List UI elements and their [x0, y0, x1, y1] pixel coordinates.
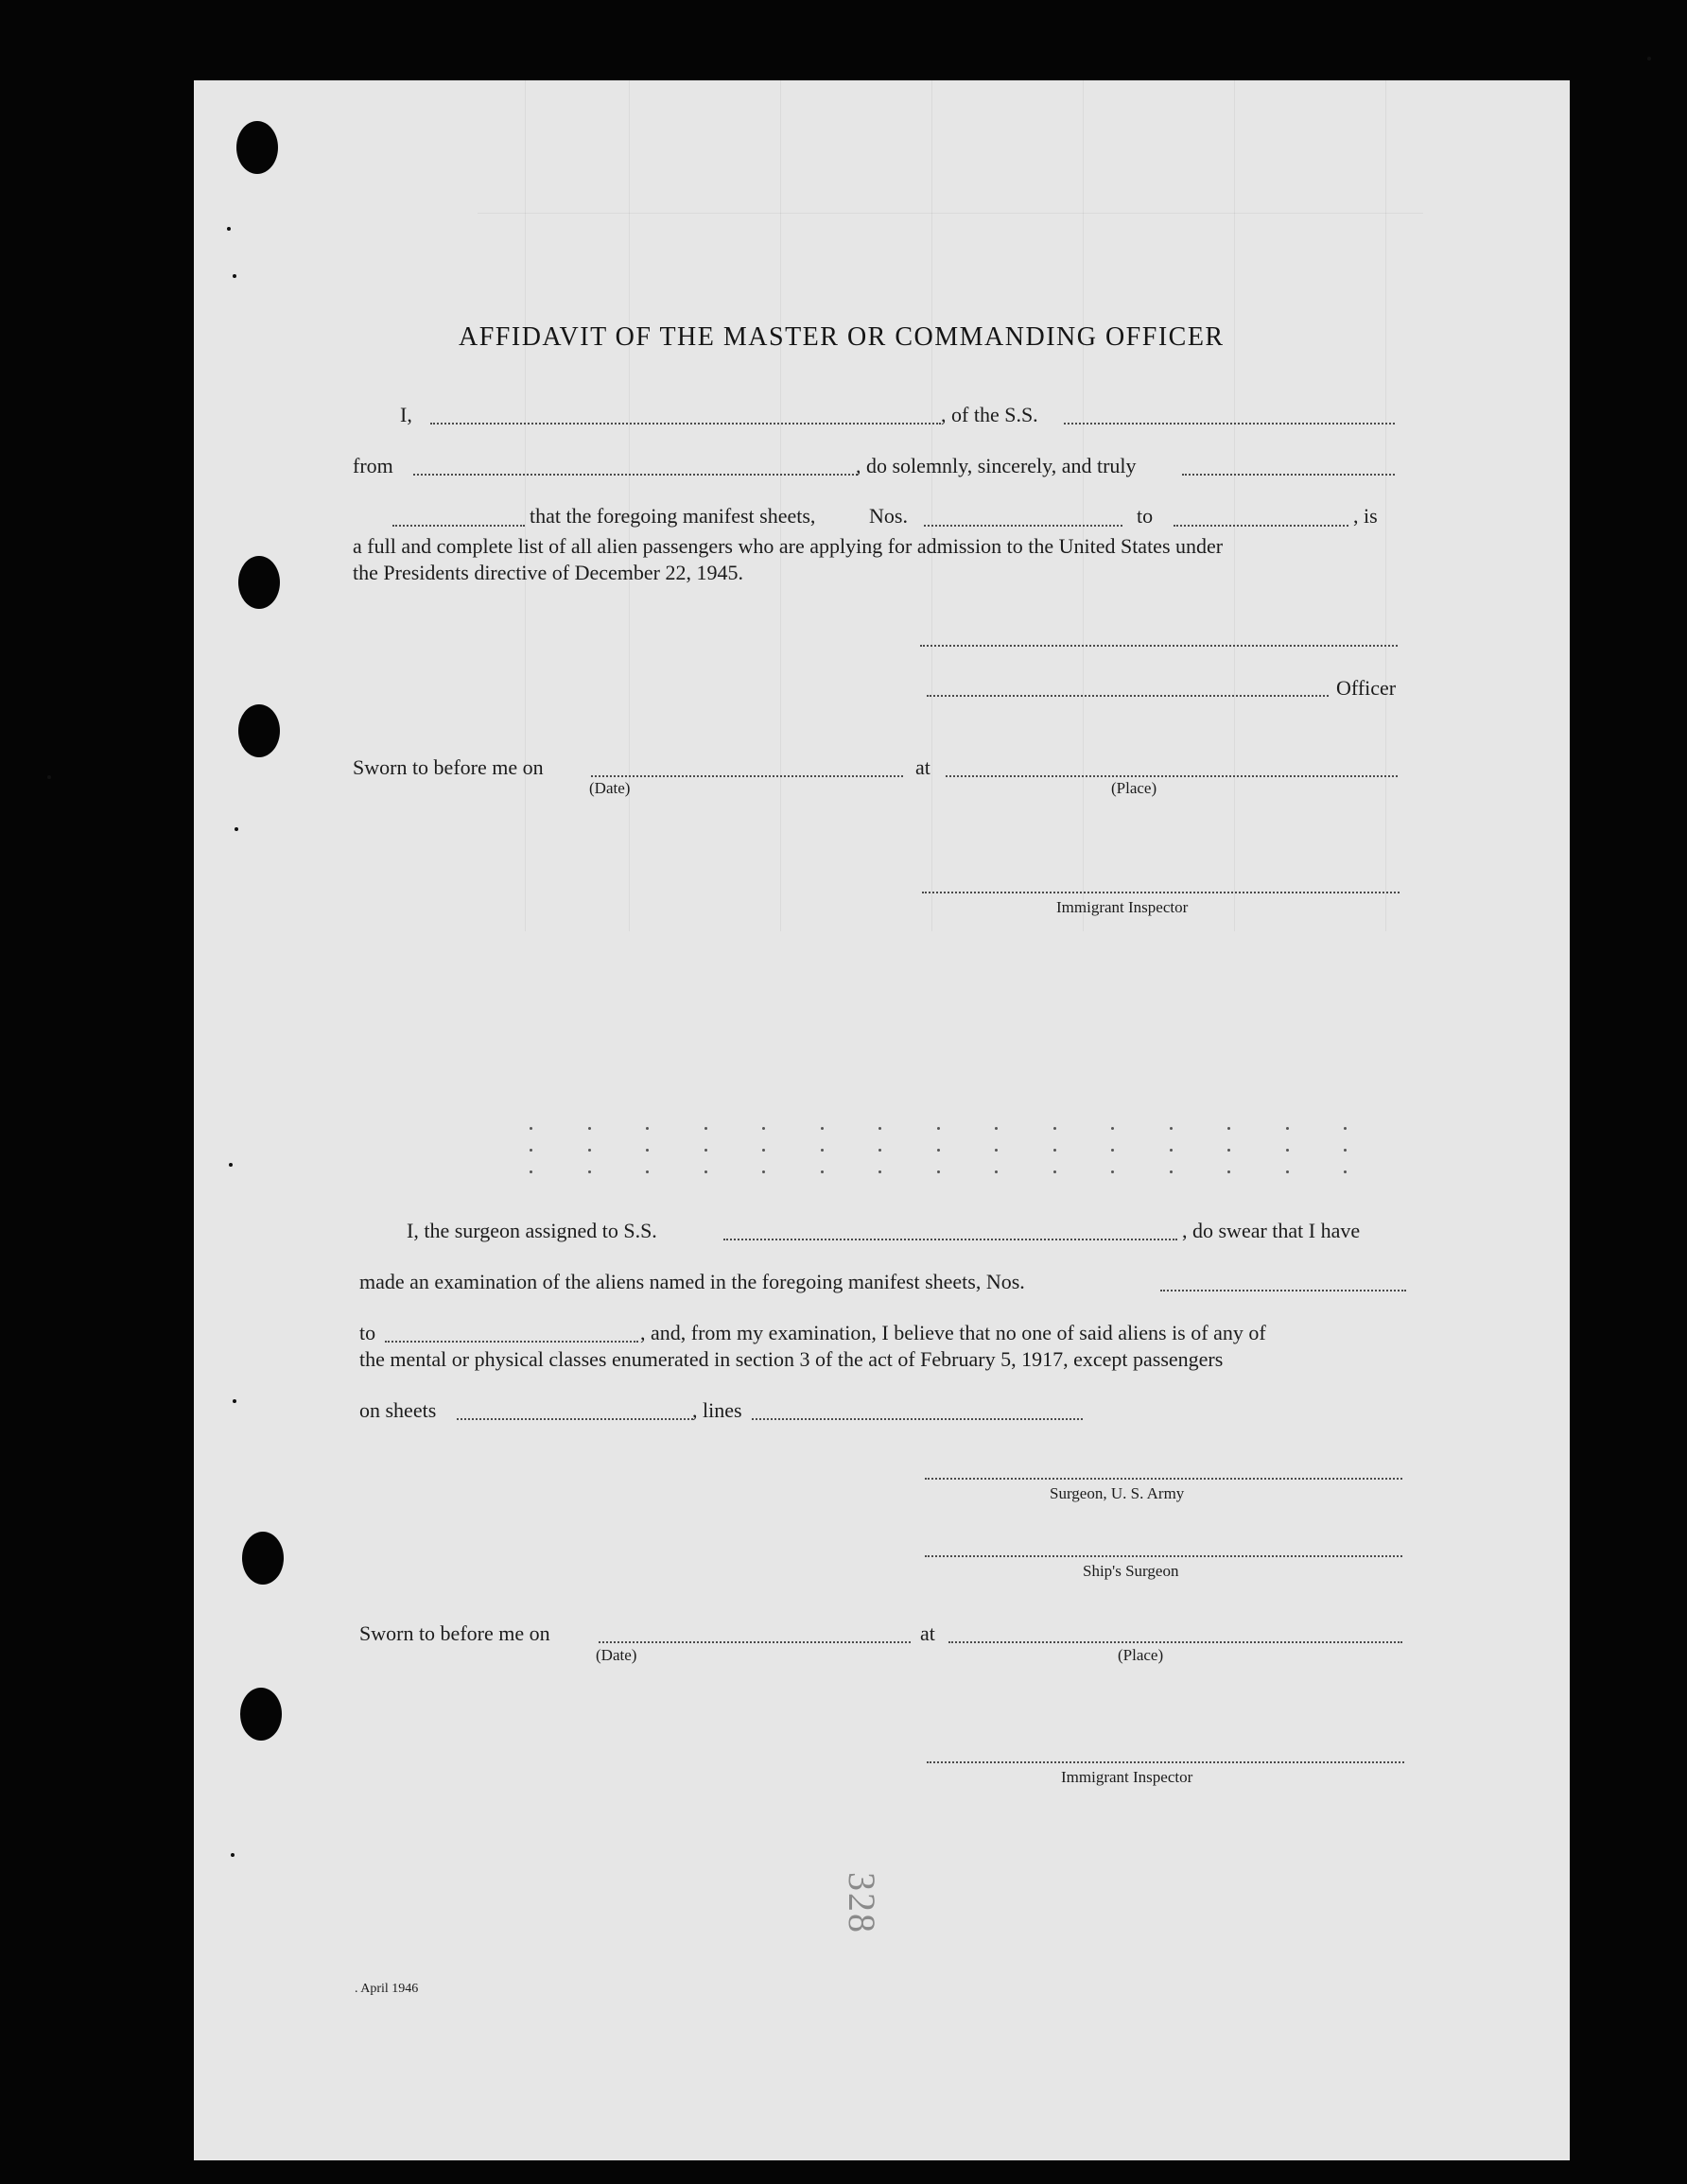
master-verb-field	[392, 525, 525, 527]
form-date: . April 1946	[355, 1982, 419, 1996]
master-statement-line: a full and complete list of all alien passengers who are applying for admission to the United States under	[353, 534, 1224, 558]
master-statement-line: the Presidents directive of December 22, 1945.	[353, 561, 743, 584]
scan-speck	[231, 1853, 235, 1857]
separator-dot	[704, 1127, 707, 1130]
scan-speck	[1647, 57, 1651, 61]
surgeon-sheets-field	[457, 1418, 693, 1420]
master-ship-field	[1064, 423, 1395, 425]
separator-dot	[646, 1170, 649, 1173]
surgeon-swear-label: , do swear that I have	[1182, 1219, 1361, 1242]
surgeon-date-caption: (Date)	[596, 1646, 637, 1664]
separator-dot	[821, 1170, 824, 1173]
surgeon-to-label: to	[359, 1321, 376, 1344]
separator-dot	[937, 1127, 940, 1130]
separator-dot	[1111, 1127, 1114, 1130]
separator-dot	[995, 1127, 998, 1130]
master-of-ss-label: , of the S.S.	[941, 403, 1038, 426]
show-through-line	[1234, 80, 1235, 931]
master-swear-field	[1182, 474, 1395, 476]
officer-signature-line	[920, 645, 1398, 647]
master-is-label: , is	[1353, 504, 1378, 528]
master-date-caption: (Date)	[589, 779, 631, 797]
scan-speck	[229, 1163, 233, 1167]
separator-dot	[588, 1127, 591, 1130]
separator-dot	[937, 1170, 940, 1173]
scan-speck	[227, 227, 231, 231]
separator-dot	[1286, 1170, 1289, 1173]
officer-signature-line-2	[927, 695, 1329, 697]
binder-hole	[238, 704, 280, 757]
binder-hole	[238, 556, 280, 609]
master-name-field	[430, 423, 941, 425]
separator-dot	[878, 1127, 881, 1130]
separator-dot	[1344, 1149, 1347, 1152]
separator-dot	[821, 1149, 824, 1152]
separator-dot	[762, 1149, 765, 1152]
separator-dot	[646, 1127, 649, 1130]
officer-label: Officer	[1336, 676, 1397, 700]
surgeon-on-sheets-label: on sheets	[359, 1398, 437, 1422]
separator-dot	[1227, 1149, 1230, 1152]
master-i-label: I,	[400, 403, 412, 426]
separator-dot	[530, 1127, 532, 1130]
show-through-line	[931, 80, 932, 931]
binder-hole	[242, 1532, 284, 1585]
master-inspector-signature-line	[922, 892, 1400, 893]
surgeon-inspector-caption: Immigrant Inspector	[1061, 1768, 1193, 1786]
separator-dot	[646, 1149, 649, 1152]
separator-dot	[762, 1170, 765, 1173]
separator-dot	[588, 1149, 591, 1152]
surgeon-line-3: , and, from my examination, I believe that no one of said aliens is of any of	[640, 1321, 1266, 1344]
army-surgeon-caption: Surgeon, U. S. Army	[1050, 1484, 1185, 1502]
surgeon-nos-to-field	[385, 1341, 638, 1343]
master-to-label: to	[1137, 504, 1154, 528]
form-sheet	[194, 80, 1570, 2160]
surgeon-lines-label: , lines	[692, 1398, 742, 1422]
ship-surgeon-signature-line	[925, 1555, 1402, 1557]
army-surgeon-signature-line	[925, 1478, 1402, 1480]
surgeon-sworn-place-field	[948, 1641, 1402, 1643]
separator-dot	[588, 1170, 591, 1173]
separator-dot	[995, 1170, 998, 1173]
ship-surgeon-caption: Ship's Surgeon	[1083, 1562, 1179, 1580]
master-foregoing-label: that the foregoing manifest sheets,	[530, 504, 816, 528]
surgeon-line-1: I, the surgeon assigned to S.S.	[407, 1219, 657, 1242]
separator-dot	[1344, 1170, 1347, 1173]
surgeon-lines-field	[752, 1418, 1083, 1420]
surgeon-sworn-label: Sworn to before me on	[359, 1621, 550, 1645]
binder-hole	[236, 121, 278, 174]
separator-dot	[1111, 1170, 1114, 1173]
master-swear-label: , do solemnly, sincerely, and truly	[856, 454, 1137, 477]
master-from-field	[413, 474, 858, 476]
binder-hole	[240, 1688, 282, 1741]
separator-dot	[995, 1149, 998, 1152]
separator-dot	[1111, 1149, 1114, 1152]
separator-dot	[878, 1149, 881, 1152]
scan-speck	[233, 1399, 236, 1403]
separator-dot	[530, 1149, 532, 1152]
separator-dot	[1170, 1149, 1173, 1152]
page-number-stamp: 328	[841, 1872, 883, 1934]
master-at-label: at	[915, 755, 930, 779]
scan-speck	[235, 827, 238, 831]
master-from-label: from	[353, 454, 393, 477]
separator-dot	[937, 1149, 940, 1152]
master-nos-label: Nos.	[869, 504, 908, 528]
show-through-line	[1083, 80, 1084, 931]
surgeon-nos-from-field	[1160, 1290, 1406, 1291]
scan-speck	[47, 775, 51, 779]
affidavit-title: AFFIDAVIT OF THE MASTER OR COMMANDING OFFICER	[459, 322, 1225, 352]
surgeon-at-label: at	[920, 1621, 935, 1645]
scan-speck	[233, 274, 236, 278]
master-sworn-place-field	[946, 775, 1398, 777]
separator-dot	[878, 1170, 881, 1173]
separator-dot	[1227, 1170, 1230, 1173]
master-inspector-caption: Immigrant Inspector	[1056, 898, 1189, 916]
separator-dot	[762, 1127, 765, 1130]
separator-dot	[704, 1170, 707, 1173]
separator-dot	[821, 1127, 824, 1130]
surgeon-sworn-date-field	[599, 1641, 911, 1643]
show-through-line	[478, 213, 1423, 214]
surgeon-place-caption: (Place)	[1118, 1646, 1164, 1664]
separator-dot	[1170, 1170, 1173, 1173]
separator-dot	[1053, 1149, 1056, 1152]
separator-dot	[1344, 1127, 1347, 1130]
separator-dot	[1053, 1127, 1056, 1130]
surgeon-line-4: the mental or physical classes enumerated in section 3 of the act of February 5, 1917, except passengers	[359, 1347, 1224, 1371]
separator-dot	[704, 1149, 707, 1152]
separator-dot	[1053, 1170, 1056, 1173]
master-nos-from-field	[924, 525, 1122, 527]
separator-dot	[1170, 1127, 1173, 1130]
separator-dot	[1227, 1127, 1230, 1130]
show-through-line	[1385, 80, 1386, 931]
surgeon-ship-field	[723, 1239, 1177, 1240]
master-sworn-label: Sworn to before me on	[353, 755, 544, 779]
show-through-line	[525, 80, 526, 931]
surgeon-inspector-signature-line	[927, 1761, 1404, 1763]
master-nos-to-field	[1174, 525, 1348, 527]
separator-dot	[1286, 1127, 1289, 1130]
surgeon-line-2: made an examination of the aliens named in the foregoing manifest sheets, Nos.	[359, 1270, 1025, 1293]
master-place-caption: (Place)	[1111, 779, 1157, 797]
master-sworn-date-field	[591, 775, 903, 777]
separator-dot	[530, 1170, 532, 1173]
separator-dot	[1286, 1149, 1289, 1152]
